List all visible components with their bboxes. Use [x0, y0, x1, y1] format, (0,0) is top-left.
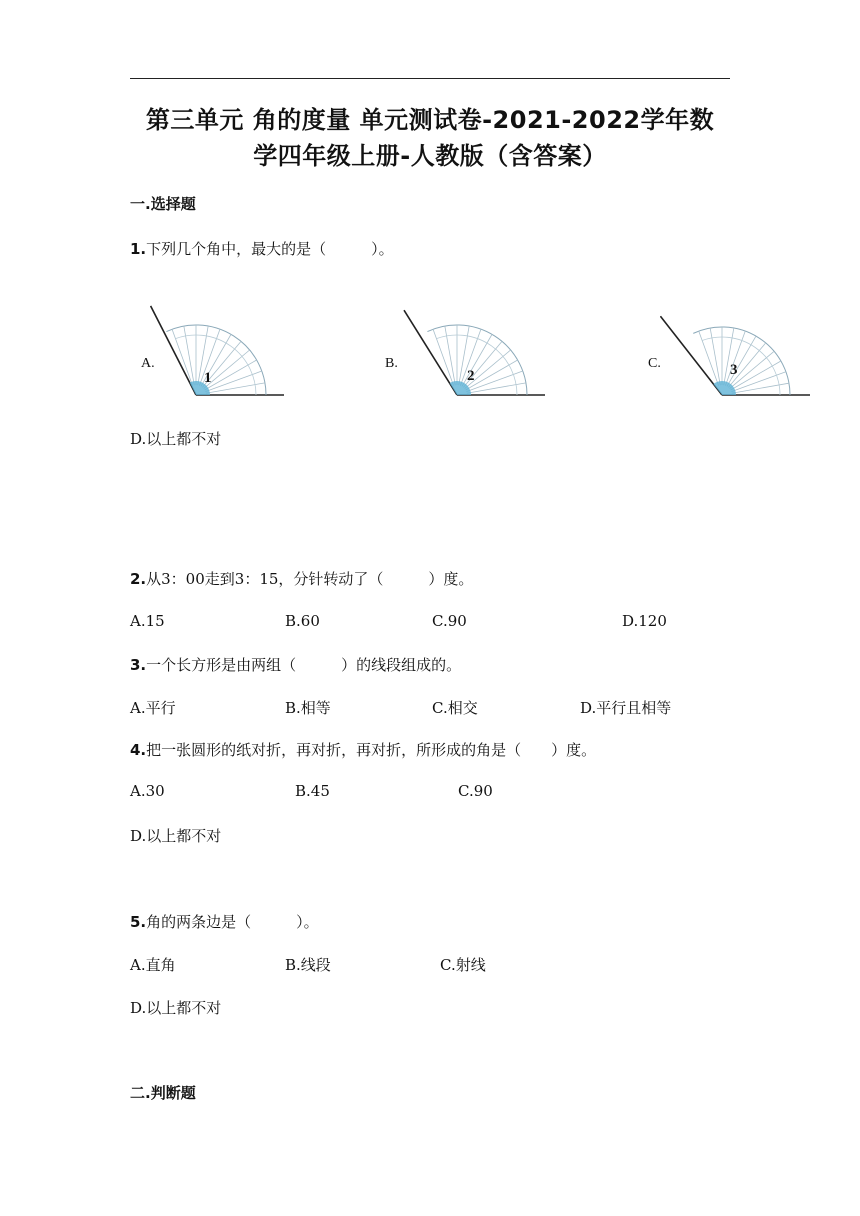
q3-option-a: A.平行: [130, 699, 176, 717]
q2-option-c: C.90: [432, 612, 467, 630]
q2-option-d: D.120: [622, 612, 667, 630]
angle-arm: [151, 306, 196, 395]
protractor-angle-figure-b: [397, 300, 547, 410]
angle-number-label: 3: [730, 362, 738, 378]
question-1: [130, 238, 394, 259]
q4-option-d: D.以上都不对: [130, 827, 222, 845]
section-heading-choice: 一.选择题: [130, 195, 196, 213]
q1-option-d: D.以上都不对: [130, 430, 222, 448]
question-text: 把一张圆形的纸对折，再对折，再对折，所形成的角是（ ）度。: [146, 741, 597, 759]
q3-option-b: B.相等: [285, 699, 331, 717]
question-3: [130, 654, 461, 675]
question-text: 下列几个角中，最大的是（ ）。: [146, 240, 394, 258]
q5-option-a: A.直角: [130, 956, 176, 974]
question-number: 2.: [130, 570, 147, 588]
question-number: 3.: [130, 656, 147, 674]
title-line-1: 第三单元 角的度量 单元测试卷-2021-2022学年数: [145, 106, 715, 134]
title-line-2: 学四年级上册-人教版（含答案）: [253, 142, 607, 170]
q5-option-d: D.以上都不对: [130, 999, 222, 1017]
q5-option-c: C.射线: [440, 956, 486, 974]
angle-vertex-shade: [713, 381, 736, 395]
section-heading-judgment: 二.判断题: [130, 1084, 196, 1102]
page-title: [120, 102, 740, 174]
question-text: 从3：00走到3：15，分针转动了（ ）度。: [146, 570, 474, 588]
q3-option-c: C.相交: [432, 699, 478, 717]
angle-number-label: 1: [204, 370, 212, 386]
header-rule: [130, 78, 730, 79]
question-text: 角的两条边是（ ）。: [146, 913, 319, 931]
question-number: 5.: [130, 913, 147, 931]
question-2: [130, 568, 473, 589]
q4-option-b: B.45: [295, 782, 330, 800]
question-text: 一个长方形是由两组（ ）的线段组成的。: [146, 656, 462, 674]
q4-option-a: A.30: [130, 782, 165, 800]
q5-option-b: B.线段: [285, 956, 331, 974]
question-5: [130, 911, 319, 932]
angle-number-label: 2: [467, 368, 475, 384]
question-number: 4.: [130, 741, 147, 759]
question-number: 1.: [130, 240, 147, 258]
q2-option-a: A.15: [130, 612, 165, 630]
figure-c-label: C.: [648, 356, 661, 371]
angle-arm: [404, 310, 457, 395]
q3-option-d: D.平行且相等: [580, 699, 672, 717]
protractor-angle-figure-c: [660, 300, 810, 410]
protractor-angle-figure-a: [150, 300, 300, 410]
q2-option-b: B.60: [285, 612, 320, 630]
question-4: [130, 739, 596, 760]
q4-option-c: C.90: [458, 782, 493, 800]
figure-b-label: B.: [385, 356, 398, 371]
figure-a-label: A.: [141, 356, 155, 371]
